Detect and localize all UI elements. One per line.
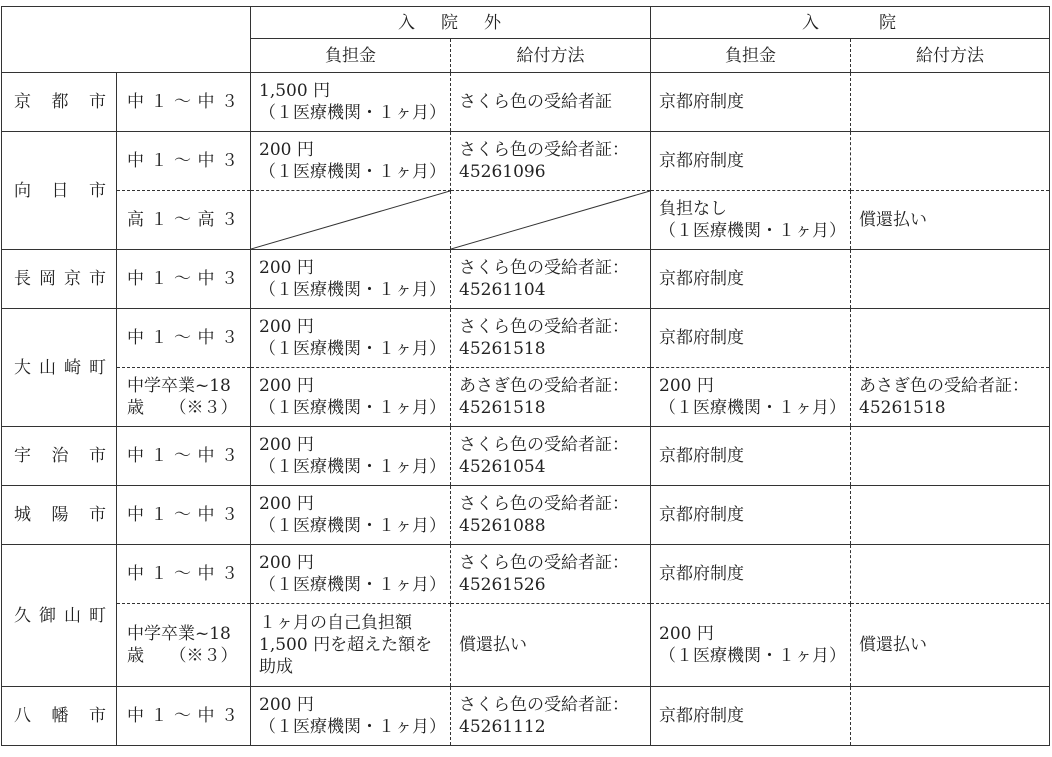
inpatient-method (851, 73, 1050, 132)
outpatient-method: さくら色の受給者証： 45261054 (451, 427, 651, 486)
outpatient-cost: 200 円 （１医療機関・１ヶ月） (251, 427, 451, 486)
outpatient-method: さくら色の受給者証： 45261518 (451, 309, 651, 368)
age-range: 中１～中３ (117, 132, 251, 191)
age-range: 中１～中３ (117, 427, 251, 486)
inpatient-method (851, 250, 1050, 309)
table-row (2, 191, 1050, 250)
inpatient-cost: 京都府制度 (651, 250, 851, 309)
city-name: 宇治市 (2, 427, 117, 486)
outpatient-method: さくら色の受給者証： 45261112 (451, 687, 651, 746)
inpatient-method: 償還払い (851, 191, 1050, 250)
outpatient-cost: 1,500 円 （１医療機関・１ヶ月） (251, 73, 451, 132)
inpatient-method: あさぎ色の受給者証： 45261518 (851, 368, 1050, 427)
header-outpatient: 入院外 (251, 7, 651, 39)
outpatient-method: さくら色の受給者証： 45261096 (451, 132, 651, 191)
inpatient-cost: 京都府制度 (651, 309, 851, 368)
inpatient-cost: 京都府制度 (651, 73, 851, 132)
outpatient-method: さくら色の受給者証： 45261526 (451, 545, 651, 604)
inpatient-method: 償還払い (851, 604, 1050, 687)
inpatient-method (851, 132, 1050, 191)
age-range: 中１～中３ (117, 486, 251, 545)
header-inpatient: 入院 (651, 7, 1050, 39)
table-row (2, 132, 1050, 191)
city-name: 久御山町 (2, 545, 117, 687)
diagonal-line-icon (251, 191, 450, 249)
inpatient-cost: 京都府制度 (651, 687, 851, 746)
header-inpatient-method: 給付方法 (851, 39, 1050, 73)
age-range: 中学卒業~18 歳 （※３） (117, 368, 251, 427)
city-name: 城陽市 (2, 486, 117, 545)
inpatient-method (851, 687, 1050, 746)
outpatient-cost: 200 円 （１医療機関・１ヶ月） (251, 309, 451, 368)
inpatient-cost: 京都府制度 (651, 486, 851, 545)
outpatient-method: あさぎ色の受給者証： 45261518 (451, 368, 651, 427)
age-range: 高１～高３ (117, 191, 251, 250)
table-row (2, 687, 1050, 746)
inpatient-method (851, 309, 1050, 368)
inpatient-cost: 200 円 （１医療機関・１ヶ月） (651, 604, 851, 687)
city-name: 向日市 (2, 132, 117, 250)
table-row (2, 545, 1050, 604)
inpatient-cost: 負担なし （１医療機関・１ヶ月） (651, 191, 851, 250)
city-name: 八幡市 (2, 687, 117, 746)
table-row (2, 250, 1050, 309)
not-applicable-cell (451, 191, 651, 250)
header-corner (2, 7, 251, 73)
inpatient-cost: 200 円 （１医療機関・１ヶ月） (651, 368, 851, 427)
age-range: 中１～中３ (117, 545, 251, 604)
outpatient-cost: 200 円 （１医療機関・１ヶ月） (251, 368, 451, 427)
city-name: 京都市 (2, 73, 117, 132)
outpatient-method: さくら色の受給者証 (451, 73, 651, 132)
table-row (2, 368, 1050, 427)
inpatient-method (851, 427, 1050, 486)
diagonal-line-icon (451, 191, 650, 249)
table-row (2, 604, 1050, 687)
outpatient-cost: 200 円 （１医療機関・１ヶ月） (251, 687, 451, 746)
table-row (2, 486, 1050, 545)
inpatient-method (851, 486, 1050, 545)
inpatient-method (851, 545, 1050, 604)
outpatient-cost: 200 円 （１医療機関・１ヶ月） (251, 132, 451, 191)
age-range: 中１～中３ (117, 73, 251, 132)
outpatient-method: さくら色の受給者証： 45261088 (451, 486, 651, 545)
table-row (2, 73, 1050, 132)
outpatient-cost: 200 円 （１医療機関・１ヶ月） (251, 250, 451, 309)
city-name: 長岡京市 (2, 250, 117, 309)
header-outpatient-method: 給付方法 (451, 39, 651, 73)
medical-subsidy-table (1, 6, 1050, 746)
table-row (2, 309, 1050, 368)
not-applicable-cell (251, 191, 451, 250)
outpatient-cost: 200 円 （１医療機関・１ヶ月） (251, 545, 451, 604)
table-row (2, 427, 1050, 486)
age-range: 中１～中３ (117, 687, 251, 746)
outpatient-method: さくら色の受給者証： 45261104 (451, 250, 651, 309)
age-range: 中１～中３ (117, 309, 251, 368)
age-range: 中１～中３ (117, 250, 251, 309)
header-outpatient-cost: 負担金 (251, 39, 451, 73)
city-name: 大山崎町 (2, 309, 117, 427)
age-range: 中学卒業~18 歳 （※３） (117, 604, 251, 687)
inpatient-cost: 京都府制度 (651, 545, 851, 604)
outpatient-cost: 200 円 （１医療機関・１ヶ月） (251, 486, 451, 545)
outpatient-cost: １ヶ月の自己負担額 1,500 円を超えた額を 助成 (251, 604, 451, 687)
inpatient-cost: 京都府制度 (651, 132, 851, 191)
outpatient-method: 償還払い (451, 604, 651, 687)
header-inpatient-cost: 負担金 (651, 39, 851, 73)
inpatient-cost: 京都府制度 (651, 427, 851, 486)
